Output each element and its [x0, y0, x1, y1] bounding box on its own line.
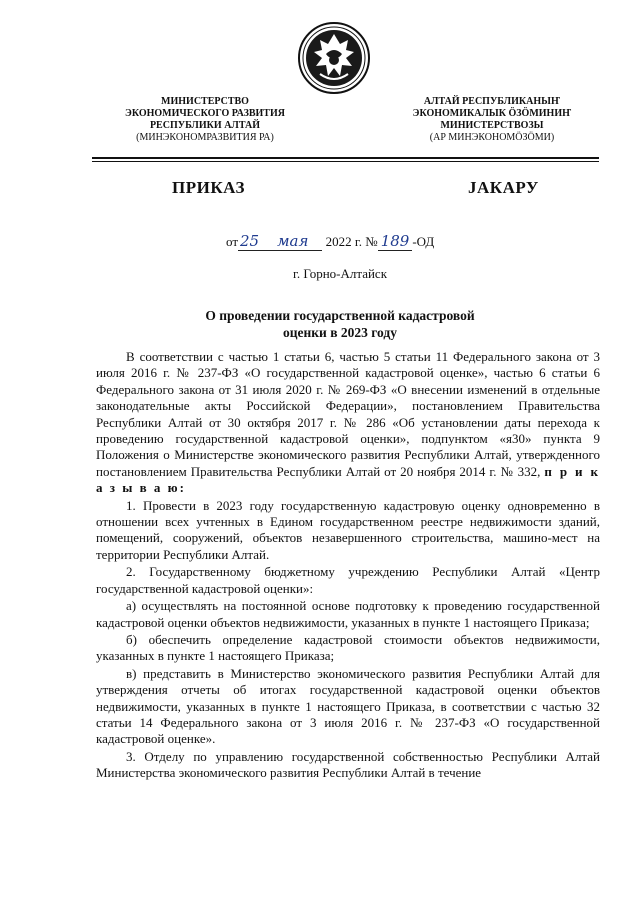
item-3: 3. Отделу по управлению государственной собственностью Республики Алтай Министерства экономического развития Республики Алтай в течение [96, 748, 600, 781]
city-line: г. Горно-Алтайск [292, 266, 388, 281]
order-date-line [226, 232, 434, 250]
handwritten-month: мая [263, 232, 322, 251]
intro-keyword: п р и к а з ы в а ю: [96, 463, 600, 496]
doc-type-russian: ПРИКАЗ [172, 178, 245, 197]
item-1: 1. Провести в 2023 году государственную кадастровую оценку одновременно в отношении всех учтенных в Едином государственном реестре недвижимости зданий, помещений, сооружений, объектов незавершенного строительства, машино-мест на территории Республики Алтай. [96, 497, 600, 562]
date-prefix: от [226, 234, 239, 249]
intro-paragraph [96, 349, 600, 497]
ministry-header-russian [100, 96, 310, 144]
date-year-text: 2022 г. № [325, 234, 378, 249]
item-2b: б) обеспечить определение кадастровой стоимости объектов недвижимости, указанных в пункте 1 настоящего Приказа; [96, 631, 600, 664]
handwritten-day: 25 [238, 232, 263, 251]
title-line1: О проведении государственной кадастровой [205, 308, 475, 323]
header-right-line3: МИНИСТЕРСТВОЗЫ [440, 120, 544, 131]
coat-of-arms-emblem-icon [296, 20, 372, 96]
order-body [96, 349, 600, 782]
header-divider-thin [92, 161, 599, 162]
title-line2: оценки в 2023 году [282, 325, 397, 340]
header-right-line2: ЭКОНОМИКАЛЫК ӦЗӦМИНИҤ [412, 108, 572, 119]
item-2c: в) представить в Министерство экономического развития Республики Алтай для утверждения отчеты об итогах государственной кадастровой оценки объектов недвижимости, указанных в пункте 1 настоящего Приказа, в соответствии с частью 32 статьи 14 Федерального закона от 3 июля 2016 г. № 237-ФЗ «О государственной кадастровой оценке». [96, 665, 600, 747]
doc-type-altai: JАКАРУ [468, 178, 539, 197]
header-left-line2: ЭКОНОМИЧЕСКОГО РАЗВИТИЯ [125, 108, 285, 119]
order-number-suffix: -ОД [412, 234, 435, 249]
intro-text: В соответствии с частью 1 статьи 6, частью 5 статьи 11 Федерального закона от 3 июля 2016 г. № 237-ФЗ «О государственной кадастровой оценке», частью 6 статьи 6 Федерального закона от 31 июля 2020 г. № 269-ФЗ «О внесении изменений в отдельные законодательные акты Российской Федерации», постановлением Правительства Республики Алтай от 30 октября 2017 г. № 286 «Об установлении даты перехода к проведению государственной кадастровой оценки», подпунктом «я30» пункта 9 Положения о Министерстве экономического развития Республики Алтай, утвержденного постановлением Правительства Республики Алтай от 20 ноября 2014 г. № 332, [96, 349, 600, 479]
header-left-line3: РЕСПУБЛИКИ АЛТАЙ [149, 120, 261, 131]
item-2a: а) осуществлять на постоянной основе подготовку к проведению государственной кадастровой оценки объектов недвижимости, указанных в пункте 1 настоящего Приказа; [96, 598, 600, 630]
header-right-line1: АЛТАЙ РЕСПУБЛИКАНЫҤ [423, 96, 561, 107]
header-right-line4: (АР МИНЭКОНОМӦЗӦМИ) [429, 132, 555, 143]
header-left-line4: (МИНЭКОНОМРАЗВИТИЯ РА) [136, 132, 274, 143]
header-left-line1: МИНИСТЕРСТВО [161, 96, 249, 107]
item-2: 2. Государственному бюджетному учреждению Республики Алтай «Центр государственной кадастровой оценки»: [96, 564, 600, 596]
header-divider-thick [92, 157, 599, 159]
order-title [0, 307, 640, 341]
ministry-header-altai [382, 96, 602, 144]
handwritten-order-number: 189 [378, 232, 413, 251]
